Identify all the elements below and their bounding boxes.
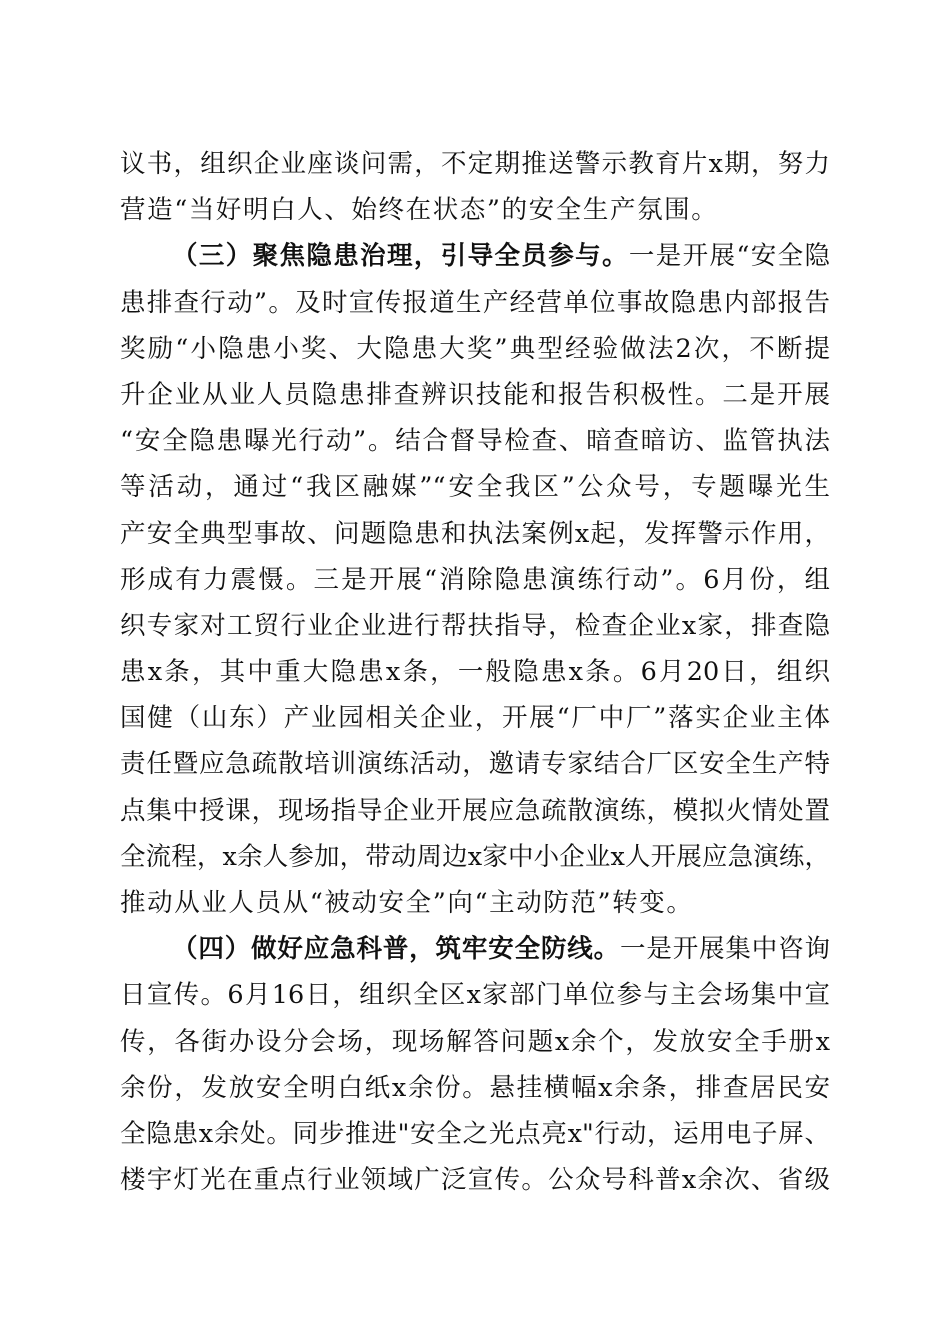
text-line: 责任暨应急疏散培训演练活动，邀请专家结合厂区安全生产特: [120, 749, 830, 780]
section-heading-line: [120, 926, 830, 972]
text-line: 奖励“小隐患小奖、大隐患大奖”典型经验做法2次，不断提: [120, 333, 830, 364]
text-line: 全隐患x余处。同步推进"安全之光点亮x"行动，运用电子屏、: [120, 1118, 830, 1149]
text-line: 推动从业人员从“被动安全”向“主动防范”转变。: [120, 888, 694, 918]
text-line: 形成有力震慑。三是开展“消除隐患演练行动”。6月份，组: [120, 564, 830, 595]
text-line: 楼宇灯光在重点行业领域广泛宣传。公众号科普x余次、省级: [120, 1165, 830, 1196]
section-heading: （四）做好应急科普，筑牢安全防线。: [172, 934, 620, 965]
text-line: 日宣传。6月16日，组织全区x家部门单位参与主会场集中宣: [120, 980, 830, 1011]
text-line: 点集中授课，现场指导企业开展应急疏散演练，模拟火情处置: [120, 795, 830, 826]
text-line: 等活动，通过“我区融媒”“安全我区”公众号，专题曝光生: [120, 472, 830, 503]
text-line: 患x条，其中重大隐患x条，一般隐患x条。6月20日，组织: [120, 657, 830, 688]
text-line-tail: 一是开展“安全隐: [628, 241, 830, 272]
text-line: 织专家对工贸行业企业进行帮扶指导，检查企业x家，排查隐: [120, 610, 830, 641]
text-line: 患排查行动”。及时宣传报道生产经营单位事故隐患内部报告: [120, 287, 830, 318]
text-line: 产安全典型事故、问题隐患和执法案例x起，发挥警示作用，: [120, 518, 830, 549]
text-line: 全流程，x余人参加，带动周边x家中小企业x人开展应急演练，: [120, 841, 830, 872]
text-line: 国健（山东）产业园相关企业，开展“厂中厂”落实企业主体: [120, 703, 830, 734]
text-line-tail: 一是开展集中咨询: [620, 934, 830, 965]
text-line: “安全隐患曝光行动”。结合督导检查、暗查暗访、监管执法: [120, 426, 830, 457]
section-heading: （三）聚焦隐患治理，引导全员参与。: [172, 241, 629, 272]
text-line: 传，各街办设分会场，现场解答问题x余个，发放安全手册x: [120, 1026, 830, 1057]
document-body: [120, 141, 830, 1203]
text-line: 余份，发放安全明白纸x余份。悬挂横幅x余条，排查居民安: [120, 1072, 830, 1103]
text-line: 议书，组织企业座谈问需，不定期推送警示教育片x期，努力: [120, 149, 830, 179]
section-heading-line: [120, 233, 830, 279]
text-line: 升企业从业人员隐患排查辨识技能和报告积极性。二是开展: [120, 379, 830, 410]
text-line: 营造“当好明白人、始终在状态”的安全生产氛围。: [120, 195, 719, 226]
